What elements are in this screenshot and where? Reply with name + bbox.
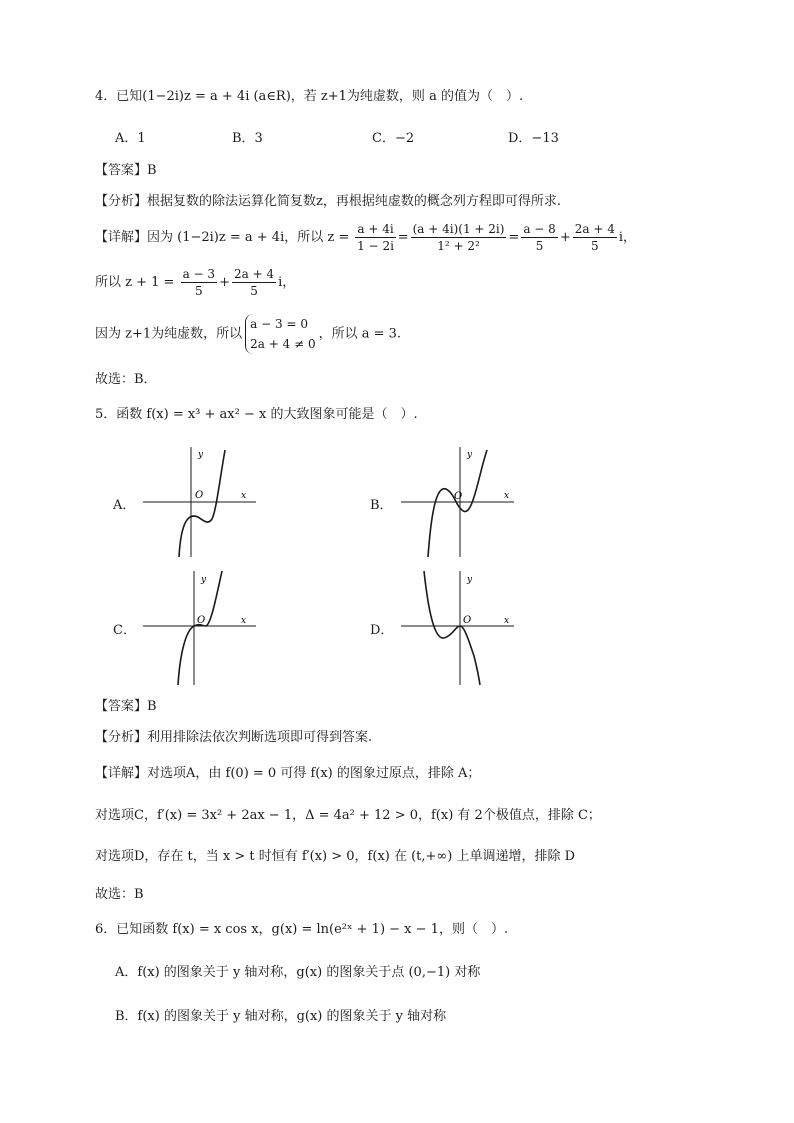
q5-detail-1 (95, 764, 480, 784)
analysis-tag: 【分析】 (95, 730, 148, 745)
denominator: 5 (250, 284, 258, 298)
equation: 2a + 4 ≠ 0 (250, 337, 316, 351)
analysis-text: 根据复数的除法运算化简复数z，再根据纯虚数的概念列方程即可得所求. (147, 194, 561, 209)
q5-answer (95, 697, 157, 717)
denominator: 1² + 2² (437, 239, 480, 253)
graph-a (140, 445, 260, 560)
axis-label-y: y (467, 575, 473, 585)
detail-text: 对选项A，由 f(0) = 0 可得 f(x) 的图象过原点，排除 A； (147, 766, 481, 781)
q4-options (115, 127, 715, 147)
q4-option-a: A．1 (115, 131, 146, 146)
denominator: 5 (590, 239, 599, 253)
denominator: 1 − 2i (357, 239, 394, 253)
graph-c (140, 568, 260, 688)
numerator: (a + 4i)(1 + 2i) (412, 222, 505, 236)
q6-option-a: A．f(x) 的图象关于 y 轴对称，g(x) 的图象关于点 (0,−1) 对称 (115, 965, 481, 980)
graph-label-c: C． (113, 623, 136, 638)
analysis-tag: 【分析】 (95, 194, 148, 209)
graph-label-a: A． (113, 498, 136, 513)
detail-tag: 【详解】 (95, 766, 148, 781)
axis-label-y: y (201, 575, 207, 585)
curve (179, 450, 225, 557)
graph-label-b: B． (370, 498, 393, 513)
q6-stem: 6．已知函数 f(x) = x cos x，g(x) = ln(e²ˣ + 1) − x − 1，则（ ）. (95, 922, 509, 937)
fraction (521, 221, 557, 254)
q6-option-b: B．f(x) 的图象关于 y 轴对称，g(x) 的图象关于 y 轴对称 (115, 1009, 447, 1024)
analysis-text: 利用排除法依次判断选项即可得到答案. (147, 730, 373, 745)
q4-detail-line-3 (95, 314, 401, 354)
graph-label-d: D． (370, 623, 394, 638)
q4-option-b: B．3 (232, 131, 263, 146)
fraction (232, 266, 276, 299)
q4-answer (95, 161, 157, 181)
q4-detail-line-2: 所以 z + 1 = $\frac{a - 3}{5}$ + $\frac{2a + 4}{5}$ i， (95, 267, 296, 298)
fraction (573, 221, 617, 254)
origin-label: O (463, 615, 472, 626)
curve (424, 571, 480, 685)
q5-detail-3: 对选项D，存在 t，当 x > t 时恒有 f′(x) > 0，f(x) 在 (t,+∞) 上单调递增，排除 D (95, 849, 576, 864)
axis-label-y: y (198, 450, 204, 460)
curve (428, 450, 487, 557)
axis-label-x: x (241, 616, 247, 626)
numerator: 2a + 4 (574, 222, 615, 236)
denominator: 5 (535, 239, 544, 253)
numerator: 2a + 4 (233, 267, 275, 281)
denominator: 5 (195, 284, 203, 298)
axis-label-x: x (504, 491, 510, 501)
equation-system (245, 314, 315, 354)
origin-label: O (454, 491, 463, 502)
graph-d (398, 568, 518, 688)
fraction (411, 221, 507, 254)
fraction (355, 221, 395, 254)
numerator: a − 3 (182, 267, 216, 281)
answer-value: B (147, 699, 157, 714)
answer-tag: 【答案】 (95, 163, 148, 178)
detail-tag: 【详解】 (95, 230, 148, 245)
q4-analysis (95, 192, 561, 212)
graph-b (398, 445, 518, 560)
detail-text: 因为 (1−2i)z = a + 4i，所以 z = (147, 230, 350, 245)
detail-text: 所以 z + 1 = (95, 275, 175, 290)
axis-label-x: x (504, 616, 510, 626)
q5-conclusion: 故选：B (95, 887, 144, 902)
equation: a − 3 = 0 (250, 317, 308, 331)
answer-value: B (147, 163, 157, 178)
answer-tag: 【答案】 (95, 699, 148, 714)
origin-label: O (195, 490, 204, 501)
q4-option-d: D．−13 (508, 131, 559, 146)
fraction (181, 266, 217, 299)
q5-detail-2: 对选项C，f′(x) = 3x² + 2ax − 1，Δ = 4a² + 12 > 0，f(x) 有 2个极值点，排除 C； (95, 808, 601, 823)
q5-stem: 5．函数 f(x) = x³ + ax² − x 的大致图象可能是（ ）. (95, 407, 418, 422)
origin-label: O (197, 615, 206, 626)
q5-analysis (95, 728, 372, 748)
axis-label-x: x (241, 491, 247, 501)
q4-stem: 4．已知(1−2i)z = a + 4i (a∈R)，若 z+1为纯虚数，则 a 的值为（ ）. (95, 89, 524, 104)
q4-conclusion: 故选：B． (95, 372, 157, 387)
numerator: a − 8 (523, 222, 556, 236)
q4-option-c: C．−2 (372, 131, 415, 146)
detail-text: ，所以 a = 3. (318, 326, 402, 342)
q4-detail-line-1: 【详解】因为 (1−2i)z = a + 4i，所以 z = $\frac{a + 4i}{1 - 2i}$ = $\frac{(a + 4i)(1 + 2i)}{\text{1² + 2²}}$ = $\frac{a - 8}{5}$ + $\frac{2a + 4}{5}$ i， (95, 222, 636, 253)
detail-text: 因为 z+1为纯虚数，所以 (95, 326, 243, 342)
numerator: a + 4i (357, 222, 394, 236)
axis-label-y: y (467, 450, 473, 460)
curve (178, 571, 222, 685)
